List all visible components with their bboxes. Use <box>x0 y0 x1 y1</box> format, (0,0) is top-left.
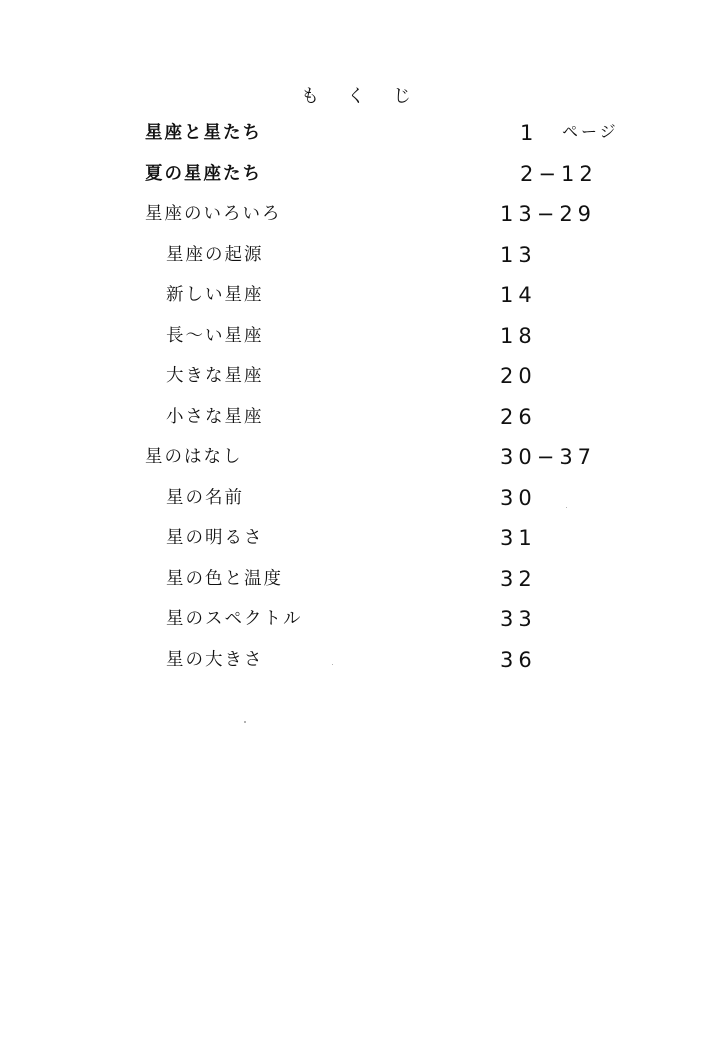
page-title: もくじ <box>301 86 439 107</box>
toc-entry-pages: 13 <box>500 242 537 267</box>
toc-entry-pages: 30 <box>500 485 537 510</box>
toc-subentry[interactable] <box>0 321 720 362</box>
toc-entry-pages: 1 <box>520 121 539 145</box>
toc-entry-label: 夏の星座たち <box>145 163 262 184</box>
toc-entry-pages: 33 <box>500 607 537 631</box>
toc-entry[interactable] <box>0 118 720 159</box>
paper-speck <box>244 721 246 723</box>
toc-entry-label: 星座の起源 <box>166 244 264 265</box>
toc-entry-pages: 14 <box>500 283 537 307</box>
toc-entry-label: 星の色と温度 <box>166 568 283 589</box>
toc-entry[interactable] <box>0 442 720 483</box>
toc-entry-label: 星座と星たち <box>145 123 262 143</box>
toc-entry-label: 星の名前 <box>166 487 244 508</box>
toc-entry-pages: 13−29 <box>500 202 597 226</box>
toc-entry-pages: 30−37 <box>500 445 597 469</box>
toc-entry-pages: 31 <box>500 526 537 550</box>
toc-entry-label: 星座のいろいろ <box>145 204 282 224</box>
toc-subentry[interactable] <box>0 280 720 321</box>
toc-entry-label: 星のはなし <box>145 447 243 467</box>
toc-subentry[interactable] <box>0 645 720 686</box>
toc-entry-pages: 20 <box>500 364 537 388</box>
table-of-contents <box>0 118 720 685</box>
toc-entry-pages: 26 <box>500 404 537 429</box>
toc-subentry[interactable] <box>0 361 720 402</box>
toc-entry[interactable] <box>0 159 720 200</box>
toc-entry-label: 星の大きさ <box>166 649 264 670</box>
toc-subentry[interactable] <box>0 523 720 564</box>
toc-subentry[interactable] <box>0 564 720 605</box>
toc-subentry[interactable] <box>0 604 720 645</box>
toc-entry-pages: 2−12 <box>520 161 598 186</box>
toc-entry-label: 大きな星座 <box>166 366 264 386</box>
toc-entry-label: 小さな星座 <box>166 406 264 427</box>
toc-entry-label: 星の明るさ <box>166 528 264 548</box>
toc-entry-label: 新しい星座 <box>166 285 264 305</box>
toc-page-unit: ページ <box>562 122 619 141</box>
toc-entry-pages: 32 <box>500 566 537 591</box>
toc-entry-label: 星のスペクトル <box>166 609 303 629</box>
toc-entry[interactable] <box>0 199 720 240</box>
toc-entry-pages: 36 <box>500 647 537 672</box>
toc-entry-pages: 18 <box>500 323 537 348</box>
paper-speck <box>332 664 333 665</box>
toc-subentry[interactable] <box>0 483 720 524</box>
toc-subentry[interactable] <box>0 402 720 443</box>
toc-entry-label: 長〜い星座 <box>166 325 264 346</box>
paper-speck <box>566 507 567 508</box>
toc-subentry[interactable] <box>0 240 720 281</box>
